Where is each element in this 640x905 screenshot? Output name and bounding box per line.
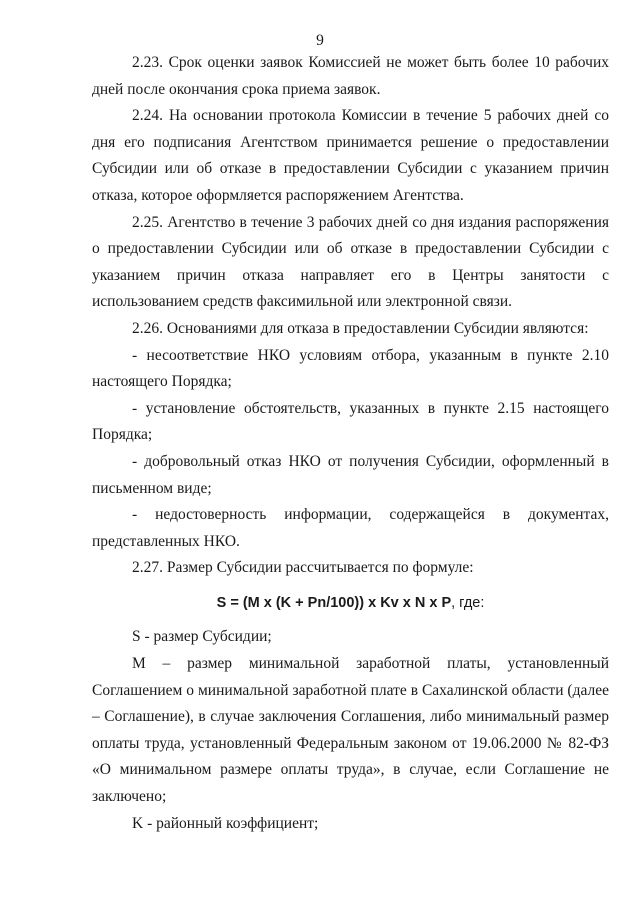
document-body — [92, 50, 609, 837]
page-number: 9 — [316, 32, 324, 49]
list-item-refusal-3: - добровольный отказ НКО от получения Субсидии, оформленный в письменном виде; — [92, 452, 609, 497]
definition-s: S - размер Субсидии; — [132, 628, 272, 646]
definition-m: M – размер минимальной заработной платы, установленный Соглашением о минимальной заработной плате в Сахалинской области (далее – Соглашение), в случае заключения Соглашения, либо минимальный размер оплаты труда, установленный Федеральным законом от 19.06.2000 № 82-ФЗ «О минимальном размере оплаты труда», в случае, если Соглашение не заключено; — [92, 655, 609, 806]
paragraph-2-23: 2.23. Срок оценки заявок Комиссией не может быть более 10 рабочих дней после окончания срока приема заявок. — [92, 54, 609, 98]
list-item-refusal-4: - недостоверность информации, содержащейся в документах, представленных НКО. — [92, 506, 609, 550]
definition-k: K - районный коэффициент; — [132, 814, 319, 832]
formula-suffix: , где: — [451, 594, 485, 611]
paragraph-2-24: 2.24. На основании протокола Комиссии в течение 5 рабочих дней со дня его подписания Агентством принимается решение о предоставлении Субсидии или об отказе в предоставлении Субсидии с указанием причин отказа, которое оформляется распоряжением Агентства. — [92, 107, 609, 204]
formula-expression: S = (M x (K + Pn/100)) x Kv x N x P — [216, 594, 452, 611]
list-item-refusal-2: - установление обстоятельств, указанных в пункте 2.15 настоящего Порядка; — [92, 399, 609, 444]
subsidy-formula — [92, 590, 609, 617]
paragraph-2-27: 2.27. Размер Субсидии рассчитывается по формуле: — [132, 559, 474, 577]
list-item-refusal-1: - несоответствие НКО условиям отбора, указанным в пункте 2.10 настоящего Порядка; — [92, 346, 609, 391]
paragraph-2-26: 2.26. Основаниями для отказа в предоставлении Субсидии являются: — [132, 319, 589, 337]
paragraph-2-25: 2.25. Агентство в течение 3 рабочих дней со дня издания распоряжения о предоставлении Субсидии или об отказе в предоставлении Субсидии с указанием причин отказа направляет его в Центры занятости с использованием средств факсимильной или электронной связи. — [92, 213, 609, 311]
